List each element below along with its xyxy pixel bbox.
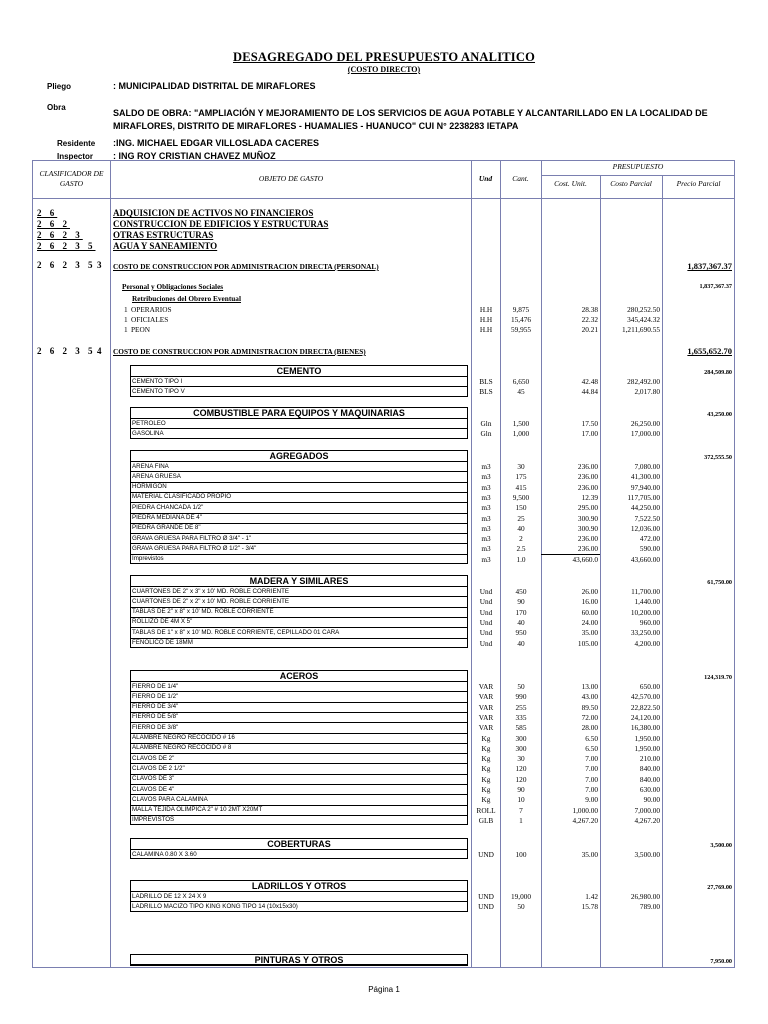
row-unit: H.H [479,315,493,324]
row-unit: H.H [479,305,493,314]
personal-subgroup: Retribuciones del Obrero Eventual [132,294,241,303]
item-description: CLAVOS PARA CALAMINA [132,795,208,803]
item-partial-cost: 590.00 [639,544,660,554]
page-subtitle: (COSTO DIRECTO) [347,65,421,74]
item-unit-cost: 7.00 [585,774,598,784]
item-partial-cost: 7,080.00 [634,462,660,471]
item-description: CLAVOS DE 3" [132,775,175,783]
row-partial-cost: 280,252.50 [627,305,660,314]
item-partial-cost: 3,500.00 [634,850,660,859]
item-quantity: 120 [515,774,527,784]
item-quantity: 25 [517,513,525,523]
item-unit: m3 [481,462,491,471]
item-unit: VAR [478,723,494,733]
item-description: GASOLINA [132,429,164,437]
item-description: CLAVOS DE 2 1/2" [132,764,185,772]
item-partial-cost: 472.00 [639,534,660,544]
item-description: CEMENTO TIPO V [132,387,185,395]
item-description: FIERRO DE 1/2" [132,692,179,700]
th-cost-unit: Cost. Unit. [554,179,587,188]
item-description: MALLA TEJIDA OLIMPICA 2" # 10 2MT X20MT [132,806,263,814]
item-unit-cost: 4,267.20 [572,815,598,825]
item-partial-cost: 1,440.00 [634,597,660,607]
category-total: 43,250.00 [707,411,732,418]
pliego-label: Pliego [47,82,72,91]
item-unit-cost: 236.00 [577,482,598,492]
item-unit-cost: 1,000.00 [572,805,598,815]
item-unit-cost: 89.50 [581,702,598,712]
item-unit: UND [478,850,494,859]
item-quantity: 300 [515,743,527,753]
item-unit-cost: 24.00 [581,617,598,627]
item-partial-cost: 1,950.00 [634,743,660,753]
item-description: FIERRO DE 3/8" [132,723,179,731]
th-costo-parcial: Costo Parcial [610,179,652,188]
item-partial-cost: 960.00 [639,617,660,627]
item-description: ALAMBRE NEGRO RECOCIDO # 16 [132,734,235,741]
personal-group: Personal y Obligaciones Sociales [122,282,224,291]
item-partial-cost: 840.00 [639,774,660,784]
category-header-line [130,681,468,682]
item-unit: Kg [481,774,491,784]
item-quantity: 150 [515,503,527,513]
item-unit: Gln [480,429,492,439]
item-quantity: 175 [515,472,527,482]
item-quantity: 950 [515,628,527,638]
personal-group-total: 1,837,367.37 [699,283,732,290]
personal-subcode: 3 [97,260,105,270]
residente-value: :ING. MICHAEL EDGAR VILLOSLADA CACERES [113,138,320,148]
bienes-title: COSTO DE CONSTRUCCION POR ADMINISTRACION DIRECTA (BIENES) [113,347,366,356]
code-description: AGUA Y SANEAMIENTO [113,241,218,251]
item-quantity: 50 [517,902,525,912]
personal-total: 1,837,367.37 [687,261,732,271]
item-unit: VAR [478,692,494,702]
category-total: 372,555.50 [704,454,732,461]
item-partial-cost: 10,200.00 [630,607,660,617]
category-title: COBERTURAS [267,839,331,849]
item-description: ARENA GRUESA [132,472,181,480]
item-unit-cost: 236.00 [577,462,598,471]
th-precio-parcial: Precio Parcial [676,179,721,188]
item-unit: m3 [481,513,491,523]
item-unit-cost: 43,660.0 [572,554,598,564]
row-separator [130,753,468,754]
row-partial-cost: 345,424.32 [627,315,660,324]
item-unit-cost: 300.90 [577,523,598,533]
category-title: CEMENTO [276,366,322,376]
item-description: FIERRO DE 5/8" [132,713,179,721]
row-separator [130,722,468,723]
page-footer: Página 1 [368,985,400,994]
row-separator [130,691,468,692]
col-divider [500,160,501,968]
row-unit-cost: 22.32 [581,315,598,324]
item-partial-cost: 41,300.00 [630,472,660,482]
th-gasto: GASTO [59,179,84,188]
row-unit-cost: 28.38 [581,305,598,314]
th-objeto: OBJETO DE GASTO [258,174,324,183]
code-number: 2 6 [37,208,58,218]
obra-line-1: SALDO DE OBRA: "AMPLIACIÓN Y MEJORAMIENTO DE LOS SERVICIOS DE AGUA POTABLE Y ALCANTARILLADO EN LA LOCALIDAD DE [113,108,708,118]
item-unit: Kg [481,764,491,774]
item-partial-cost: 840.00 [639,764,660,774]
personal-code: 2 6 2 3 5 [37,260,96,270]
item-quantity: 2.5 [516,544,526,554]
item-quantity: 40 [517,617,525,627]
col-divider [662,175,663,968]
row-description: OPERARIOS [131,305,172,314]
item-partial-cost: 22,822.50 [630,702,660,712]
item-unit: UND [478,902,494,912]
item-partial-cost: 117,705.00 [627,492,660,502]
item-quantity: 1,000 [512,429,530,439]
item-quantity: 40 [517,638,525,648]
item-unit-cost: 44.84 [581,387,598,397]
row-separator [130,712,468,713]
item-partial-cost: 44,250.00 [630,503,660,513]
item-unit-cost: 295.00 [577,503,598,513]
item-partial-cost: 4,200.00 [634,638,660,648]
category-title: COMBUSTIBLE PARA EQUIPOS Y MAQUINARIAS [193,408,405,418]
item-unit-cost: 17.00 [581,429,598,439]
item-unit: Gln [480,419,492,428]
row-separator [130,815,468,816]
item-quantity: 40 [517,523,525,533]
item-quantity: 1 [519,815,523,825]
residente-label: Residente [57,139,96,148]
presupuesto-divider [541,175,735,176]
item-unit: m3 [481,544,491,554]
item-description: GRAVA GRUESA PARA FILTRO Ø 3/4" - 1" [132,534,252,542]
code-number: 2 6 2 [37,219,70,229]
item-quantity: 6,650 [512,377,530,386]
item-description: TABLAS DE 1" x 8" x 10' MD. ROBLE CORRIENTE, CEPILLADO 01 CARA [132,628,340,636]
item-description: CEMENTO TIPO I [132,377,183,385]
obra-line-2: MIRAFLORES, DISTRITO DE MIRAFLORES - HUAMALIES - HUANUCO" CUI N° 2238283 IETAPA [113,121,519,131]
code-number: 2 6 2 3 5 [37,241,96,251]
item-unit-cost: 60.00 [581,607,598,617]
item-partial-cost: 630.00 [639,785,660,794]
code-description: ADQUISICION DE ACTIVOS NO FINANCIEROS [113,208,314,218]
row-separator [130,774,468,775]
row-quantity: 59,955 [510,325,532,334]
col-divider [110,160,111,968]
item-description: IMPREVISTOS [132,816,175,824]
item-partial-cost: 90.00 [643,795,660,805]
item-unit-cost: 42.48 [581,377,598,386]
code-description: CONSTRUCCION DE EDIFICIOS Y ESTRUCTURAS [113,219,329,229]
item-unit-cost: 236.00 [577,534,598,544]
item-description: ROLLIZO DE 4M X 5" [132,618,193,626]
item-unit-cost: 28.00 [581,723,598,733]
item-unit-cost: 300.90 [577,513,598,523]
item-unit: BLS [479,377,493,386]
item-unit-cost: 7.00 [585,785,598,794]
row-count: 1 [124,305,128,314]
item-description: PIEDRA MEDIANA DE 4" [132,514,202,521]
item-quantity: 335 [515,712,527,722]
row-separator [130,784,468,785]
row-description: OFICIALES [131,315,169,324]
item-description: FIERRO DE 1/4" [132,682,179,690]
item-quantity: 1,500 [512,419,530,428]
bienes-subcode: 4 [97,346,105,356]
item-quantity: 45 [517,387,525,397]
item-unit-cost: 1.42 [585,892,598,901]
item-partial-cost: 97,940.00 [630,482,660,492]
item-quantity: 170 [515,607,527,617]
item-unit: VAR [478,712,494,722]
item-description: CUARTONES DE 2" x 3" x 10' MD. ROBLE CORRIENTE [132,587,289,595]
item-quantity: 120 [515,764,527,774]
item-quantity: 9,500 [512,492,530,502]
item-unit-cost: 16.00 [581,597,598,607]
item-quantity: 990 [515,692,527,702]
item-description: MATERIAL CLASIFICADO PROPIO [132,493,232,501]
row-separator [130,554,468,555]
item-quantity: 415 [515,482,527,492]
item-unit-cost: 12.39 [581,492,598,502]
item-quantity: 19,000 [510,892,532,901]
row-quantity: 9,875 [512,305,530,314]
item-description: ALAMBRE NEGRO RECOCIDO # 8 [132,744,232,752]
item-unit: VAR [478,702,494,712]
item-unit: Und [479,597,493,607]
item-unit: GLB [478,815,494,825]
item-description: CLAVOS DE 2" [132,754,175,762]
item-unit: Kg [481,785,491,794]
item-quantity: 30 [517,462,525,471]
category-total: 3,500.00 [710,842,732,849]
header-bottom-line [32,198,735,199]
item-unit-cost: 26.00 [581,587,598,596]
item-description: CUARTONES DE 2" x 2" x 10' MD. ROBLE CORRIENTE [132,597,289,605]
th-presupuesto: PRESUPUESTO [612,162,664,171]
item-unit-cost: 35.00 [581,850,598,859]
row-unit: H.H [479,325,493,334]
row-unit-cost: 20.21 [581,325,598,334]
item-partial-cost: 7,522.50 [634,513,660,523]
category-total: 7,950.00 [710,958,732,965]
item-description: TABLAS DE 2" x 8" x 10' MD. ROBLE CORRIENTE [132,608,274,616]
row-quantity: 15,476 [510,315,532,324]
item-unit-cost: 15.78 [581,902,598,912]
category-total: 61,750.00 [707,579,732,586]
item-partial-cost: 24,120.00 [630,712,660,722]
item-partial-cost: 43,660.00 [630,554,660,564]
item-quantity: 100 [515,850,527,859]
item-description: GRAVA GRUESA PARA FILTRO Ø 1/2" - 3/4" [132,544,257,552]
bienes-code: 2 6 2 3 5 [37,346,96,356]
item-unit-cost: 105.00 [577,638,598,648]
th-cant: Cant. [512,174,529,183]
th-und: Und [478,174,493,183]
item-partial-cost: 282,492.00 [627,377,660,386]
category-title: LADRILLOS Y OTROS [251,881,347,891]
item-description: CLAVOS DE 4" [132,785,175,793]
item-unit-cost: 17.50 [581,419,598,428]
item-unit: m3 [481,523,491,533]
item-unit-cost: 6.50 [585,733,598,743]
item-unit-cost: 9.00 [585,795,598,805]
item-partial-cost: 789.00 [639,902,660,912]
item-quantity: 300 [515,733,527,743]
row-description: PEON [131,325,151,334]
th-clasificador: CLASIFICADOR DE [39,169,104,178]
obra-label: Obra [47,103,66,112]
item-unit: m3 [481,503,491,513]
category-header-line [130,418,468,419]
item-partial-cost: 2,017.80 [634,387,660,397]
inspector-label: Inspector [57,152,94,161]
category-total: 284,509.80 [704,369,732,376]
item-unit-cost: 13.00 [581,682,598,691]
item-unit: UND [478,892,494,901]
item-partial-cost: 26,250.00 [630,419,660,428]
row-separator [130,702,468,703]
item-quantity: 585 [515,723,527,733]
item-description: CALAMINA 0.80 X 3.60 [132,850,197,858]
item-partial-cost: 16,380.00 [630,723,660,733]
item-unit-cost: 236.00 [577,544,598,554]
item-unit: Und [479,638,493,648]
imprevistos-line [541,554,600,555]
item-unit: Und [479,617,493,627]
item-unit-cost: 43.00 [581,692,598,702]
item-partial-cost: 42,570.00 [630,692,660,702]
item-unit: Und [479,628,493,638]
item-description: PIEDRA CHANCADA 1/2" [132,503,204,511]
item-unit-cost: 236.00 [577,472,598,482]
item-unit-cost: 72.00 [581,712,598,722]
inspector-value: : ING ROY CRISTIAN CHAVEZ MUÑOZ [113,151,276,161]
item-unit-cost: 7.00 [585,754,598,764]
item-partial-cost: 26,980.00 [630,892,660,901]
item-partial-cost: 650.00 [639,682,660,691]
col-divider [471,160,472,968]
category-title: PINTURAS Y OTROS [254,955,344,965]
item-unit: Kg [481,795,491,805]
item-unit-cost: 7.00 [585,764,598,774]
item-quantity: 450 [515,587,527,596]
code-number: 2 6 2 3 [37,230,83,240]
category-title: ACEROS [279,671,319,681]
item-unit: ROLL [476,805,496,815]
category-header-line [130,461,468,462]
item-unit: m3 [481,554,491,564]
item-unit: VAR [478,682,494,691]
category-title: AGREGADOS [269,451,329,461]
item-description: LADRILLO DE 12 X 24 X 9 [132,892,207,900]
item-unit-cost: 6.50 [585,743,598,753]
item-quantity: 10 [517,795,525,805]
row-count: 1 [124,325,128,334]
category-total: 27,769.00 [707,884,732,891]
item-unit: Kg [481,733,491,743]
category-total: 124,319.70 [704,674,732,681]
row-separator [130,482,468,483]
item-unit: m3 [481,534,491,544]
item-description: FENOLICO DE 18MM [132,639,193,646]
item-quantity: 30 [517,754,525,764]
item-partial-cost: 210.00 [639,754,660,764]
item-unit: Kg [481,743,491,753]
item-unit: Und [479,607,493,617]
item-partial-cost: 12,036.00 [630,523,660,533]
item-description: PIEDRA GRANDE DE 8" [132,524,201,532]
bienes-total: 1,655,652.70 [687,346,732,356]
item-partial-cost: 33,250.00 [630,628,660,638]
item-quantity: 90 [517,785,525,794]
category-title: MADERA Y SIMILARES [249,576,349,586]
row-count: 1 [124,315,128,324]
item-unit: m3 [481,482,491,492]
item-partial-cost: 4,267.20 [634,815,660,825]
item-description: HORMIGON [132,483,167,491]
item-partial-cost: 17,000.00 [630,429,660,439]
item-description: ARENA FINA [132,462,169,470]
item-unit: m3 [481,492,491,502]
item-unit-cost: 35.00 [581,628,598,638]
item-description: FIERRO DE 3/4" [132,703,179,711]
item-unit: BLS [479,387,493,397]
page-title: DESAGREGADO DEL PRESUPUESTO ANALITICO [232,50,536,64]
col-divider [541,160,542,968]
row-separator [130,428,468,429]
item-partial-cost: 11,700.00 [631,587,660,596]
code-description: OTRAS ESTRUCTURAS [113,230,214,240]
item-description: PETROLEO [132,419,166,427]
item-quantity: 7 [519,805,523,815]
item-description: LADRILLO MACIZO TIPO KING KONG TIPO 14 (10x15x30) [132,902,298,910]
item-unit: Kg [481,754,491,764]
item-quantity: 90 [517,597,525,607]
item-quantity: 2 [519,534,523,544]
item-partial-cost: 7,000.00 [634,805,660,815]
row-partial-cost: 1,211,690.55 [621,325,660,334]
item-description: Imprevistos [132,555,164,563]
item-unit: Und [479,587,493,596]
pliego-value: : MUNICIPALIDAD DISTRITAL DE MIRAFLORES [113,81,316,91]
item-quantity: 50 [517,682,525,691]
category-header-line [130,965,468,966]
item-unit: m3 [481,472,491,482]
item-quantity: 1.0 [516,554,526,564]
personal-title: COSTO DE CONSTRUCCION POR ADMINISTRACION DIRECTA (PERSONAL) [113,262,379,271]
item-quantity: 255 [515,702,527,712]
item-partial-cost: 1,950.00 [634,733,660,743]
